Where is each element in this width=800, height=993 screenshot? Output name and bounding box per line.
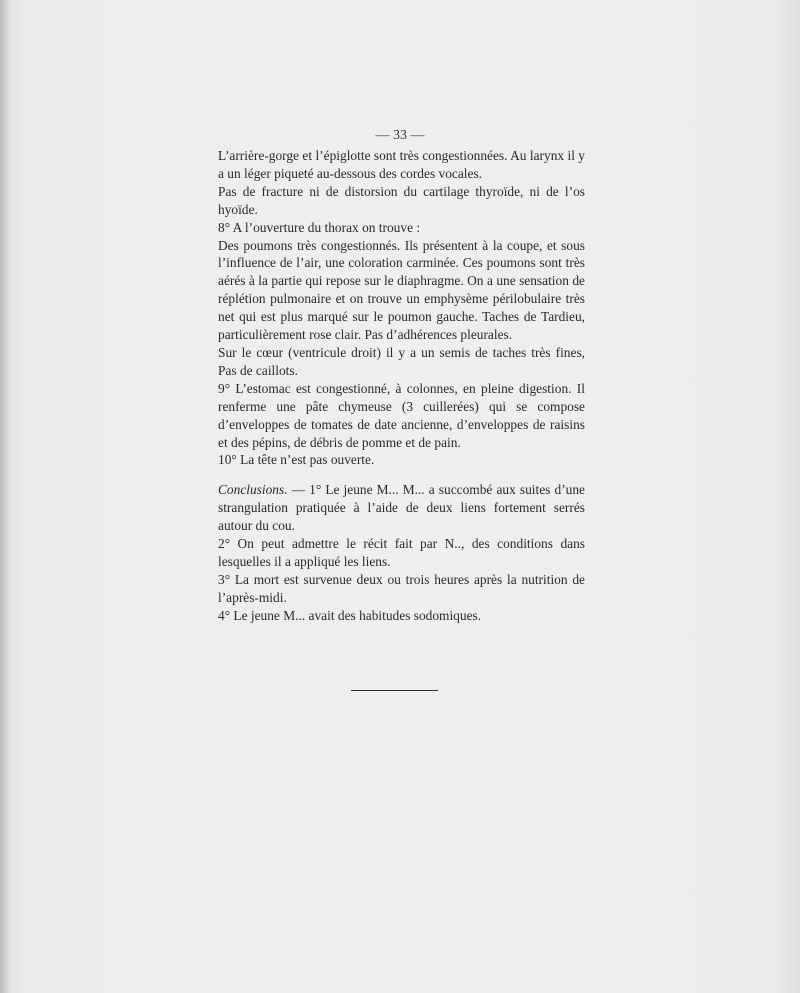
page-number: — 33 — bbox=[375, 128, 425, 143]
paragraph-larynx: L’arrière-gorge et l’épiglotte sont très congestionnées. Au larynx il y a un léger piqueté au-dessous des cordes vocales. bbox=[218, 148, 585, 181]
conclusions-paragraph bbox=[218, 481, 585, 535]
conclusion-third: 3° La mort est survenue deux ou trois heures après la nutrition de l’après-midi. bbox=[218, 571, 585, 605]
conclusion-first: — 1° Le jeune M... M... a succombé aux suites d’une strangulation pratiquée à l’aide de deux liens fortement serrés autour du cou. bbox=[218, 482, 585, 534]
body-text bbox=[218, 147, 585, 625]
paragraph-heart: Sur le cœur (ventricule droit) il y a un semis de taches très fines, Pas de caillots. bbox=[218, 344, 585, 378]
paragraph-stomach: 9° L’estomac est congestionné, à colonnes, en pleine digestion. Il renferme une pâte chymeuse (3 cuillerées) qui se compose d’enveloppes de tomates de date ancienne, d’enveloppes de raisins et des pépins, de débris de pomme et de pain. bbox=[218, 380, 585, 450]
binding-shadow bbox=[0, 0, 10, 993]
paragraph-thyroid: Pas de fracture ni de distorsion du cartilage thyroïde, ni de l’os hyoïde. bbox=[218, 183, 585, 217]
closing-rule bbox=[351, 690, 438, 691]
paragraph-thorax-heading: 8° A l’ouverture du thorax on trouve : bbox=[218, 219, 421, 235]
section-gap bbox=[218, 469, 585, 481]
conclusions-label: Conclusions. bbox=[218, 482, 288, 498]
conclusion-fourth: 4° Le jeune M... avait des habitudes sodomiques. bbox=[218, 607, 482, 623]
paragraph-lungs: Des poumons très congestionnés. Ils présentent à la coupe, et sous l’influence de l’air, une coloration carminée. Ces poumons sont très aérés à la partie qui repose sur le diaphragme. On a une sensation de réplétion pulmonaire et on trouve un emphysème périlobulaire très net qui est plus marqué sur le poumon gauche. Taches de Tardieu, particulièrement rose clair. Pas d’adhérences pleurales. bbox=[218, 237, 585, 343]
conclusion-second: 2° On peut admettre le récit fait par N.., des conditions dans lesquelles il a appliqué les liens. bbox=[218, 536, 585, 569]
paragraph-head: 10° La tête n’est pas ouverte. bbox=[218, 452, 375, 468]
